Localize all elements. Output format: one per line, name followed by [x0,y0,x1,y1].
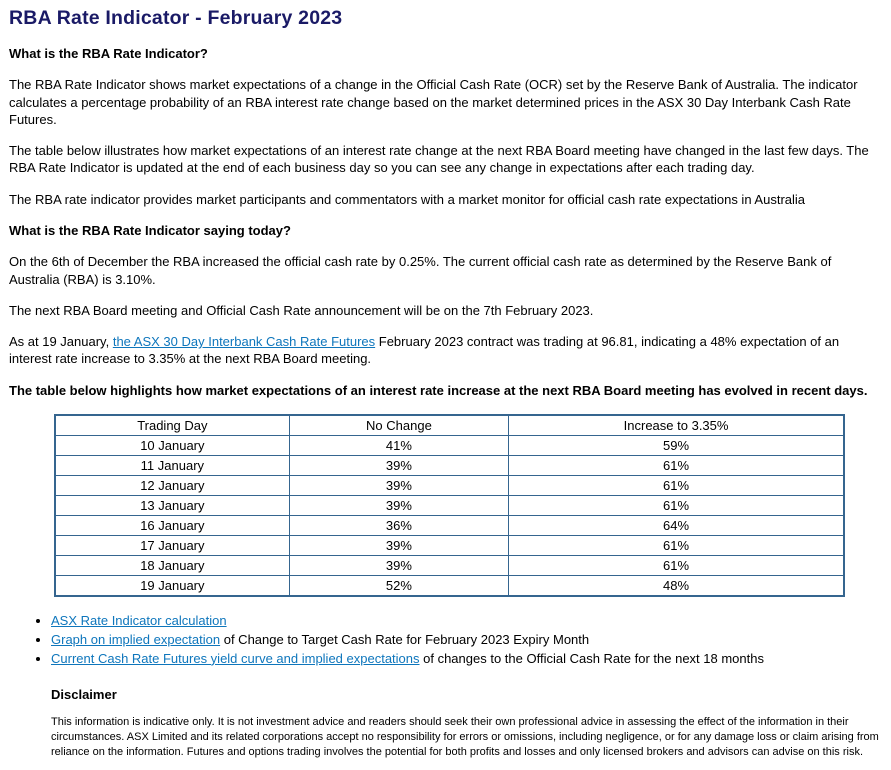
table-row [55,535,844,555]
paragraph-market-monitor: The RBA rate indicator provides market participants and commentators with a market monitor for official cash rate expectations in Australia [9,191,806,207]
disclaimer-text: This information is indicative only. It is not investment advice and readers should seek their own professional advice in assessing the effect of the information in their circumstances. ASX Limited and its related corporations accept no responsibility for errors or omissions, including negligence, or for any damage loss or claim arising from reliance on the information. Futures and options trading involves the potential for both profits and losses and only licensed brokers and advisors can advise on this risk. [51,716,879,758]
table-cell: 61% [509,535,844,555]
asx-rate-indicator-calculation-link[interactable]: ASX Rate Indicator calculation [51,612,227,628]
table-row [55,515,844,535]
rate-expectations-table [54,414,845,597]
table-cell: 61% [509,495,844,515]
table-cell: 39% [289,535,508,555]
page-title: RBA Rate Indicator - February 2023 [9,7,343,29]
table-cell: 61% [509,455,844,475]
paragraph-futures-trading [9,333,882,368]
table-row [55,575,844,596]
paragraph-next-meeting: The next RBA Board meeting and Official Cash Rate announcement will be on the 7th February 2023. [9,302,594,318]
table-row [55,555,844,575]
table-intro-text: The table below highlights how market expectations of an interest rate increase at the next RBA Board meeting has evolved in recent days. [9,382,868,398]
table-cell: 61% [509,555,844,575]
interbank-cash-rate-futures-link[interactable]: the ASX 30 Day Interbank Cash Rate Futures [112,334,376,350]
table-cell: 17 January [55,535,289,555]
table-cell: 59% [509,435,844,455]
paragraph-indicator-description: The RBA Rate Indicator shows market expectations of a change in the Official Cash Rate (OCR) set by the Reserve Bank of Australia. The indicator calculates a percentage probability of an RBA interest rate change based on the market determined prices in the ASX 30 Day Interbank Cash Rate Futures. [9,77,858,127]
table-cell: 13 January [55,495,289,515]
related-links-list [9,612,882,668]
table-cell: 39% [289,555,508,575]
cash-rate-futures-yield-curve-link[interactable]: Current Cash Rate Futures yield curve and implied expectations [51,650,420,666]
list-item [51,631,882,649]
table-cell: 36% [289,515,508,535]
table-cell: 39% [289,475,508,495]
column-header-no-change: No Change [289,415,508,436]
table-cell: 16 January [55,515,289,535]
table-cell: 11 January [55,455,289,475]
table-cell: 64% [509,515,844,535]
futures-paragraph-prefix: As at 19 January, [9,334,113,350]
table-cell: 18 January [55,555,289,575]
paragraph-table-illustrates: The table below illustrates how market expectations of an interest rate change at the next RBA Board meeting have changed in the last few days. The RBA Rate Indicator is updated at the end of each business day so you can see any change in expectations after each trading day. [9,143,869,176]
table-cell: 39% [289,495,508,515]
disclaimer-section [51,686,880,760]
paragraph-current-cash-rate: On the 6th of December the RBA increased the official cash rate by 0.25%. The current official cash rate as determined by the Reserve Bank of Australia (RBA) is 3.10%. [9,254,832,287]
table-row [55,435,844,455]
section-heading-what-is: What is the RBA Rate Indicator? [9,46,208,61]
rate-table-body [55,435,844,596]
section-heading-saying-today: What is the RBA Rate Indicator saying today? [9,222,291,238]
table-row [55,455,844,475]
table-cell: 52% [289,575,508,596]
table-cell: 19 January [55,575,289,596]
list-item [51,650,882,668]
list-item-suffix: of Change to Target Cash Rate for February 2023 Expiry Month [220,631,590,647]
list-item [51,612,882,630]
disclaimer-heading: Disclaimer [51,686,117,702]
table-cell: 10 January [55,435,289,455]
table-cell: 61% [509,475,844,495]
column-header-trading-day: Trading Day [55,415,289,436]
table-cell: 48% [509,575,844,596]
table-cell: 39% [289,455,508,475]
table-header-row [55,415,844,436]
table-row [55,495,844,515]
table-row [55,475,844,495]
table-cell: 12 January [55,475,289,495]
column-header-increase: Increase to 3.35% [509,415,844,436]
list-item-suffix: of changes to the Official Cash Rate for the next 18 months [419,650,764,666]
futures-paragraph-suffix: February 2023 contract was trading at 96.81, indicating a 48% expectation of an interest rate increase to 3.35% at the next RBA Board meeting. [9,334,840,367]
graph-implied-expectation-link[interactable]: Graph on implied expectation [51,631,221,647]
table-cell: 41% [289,435,508,455]
